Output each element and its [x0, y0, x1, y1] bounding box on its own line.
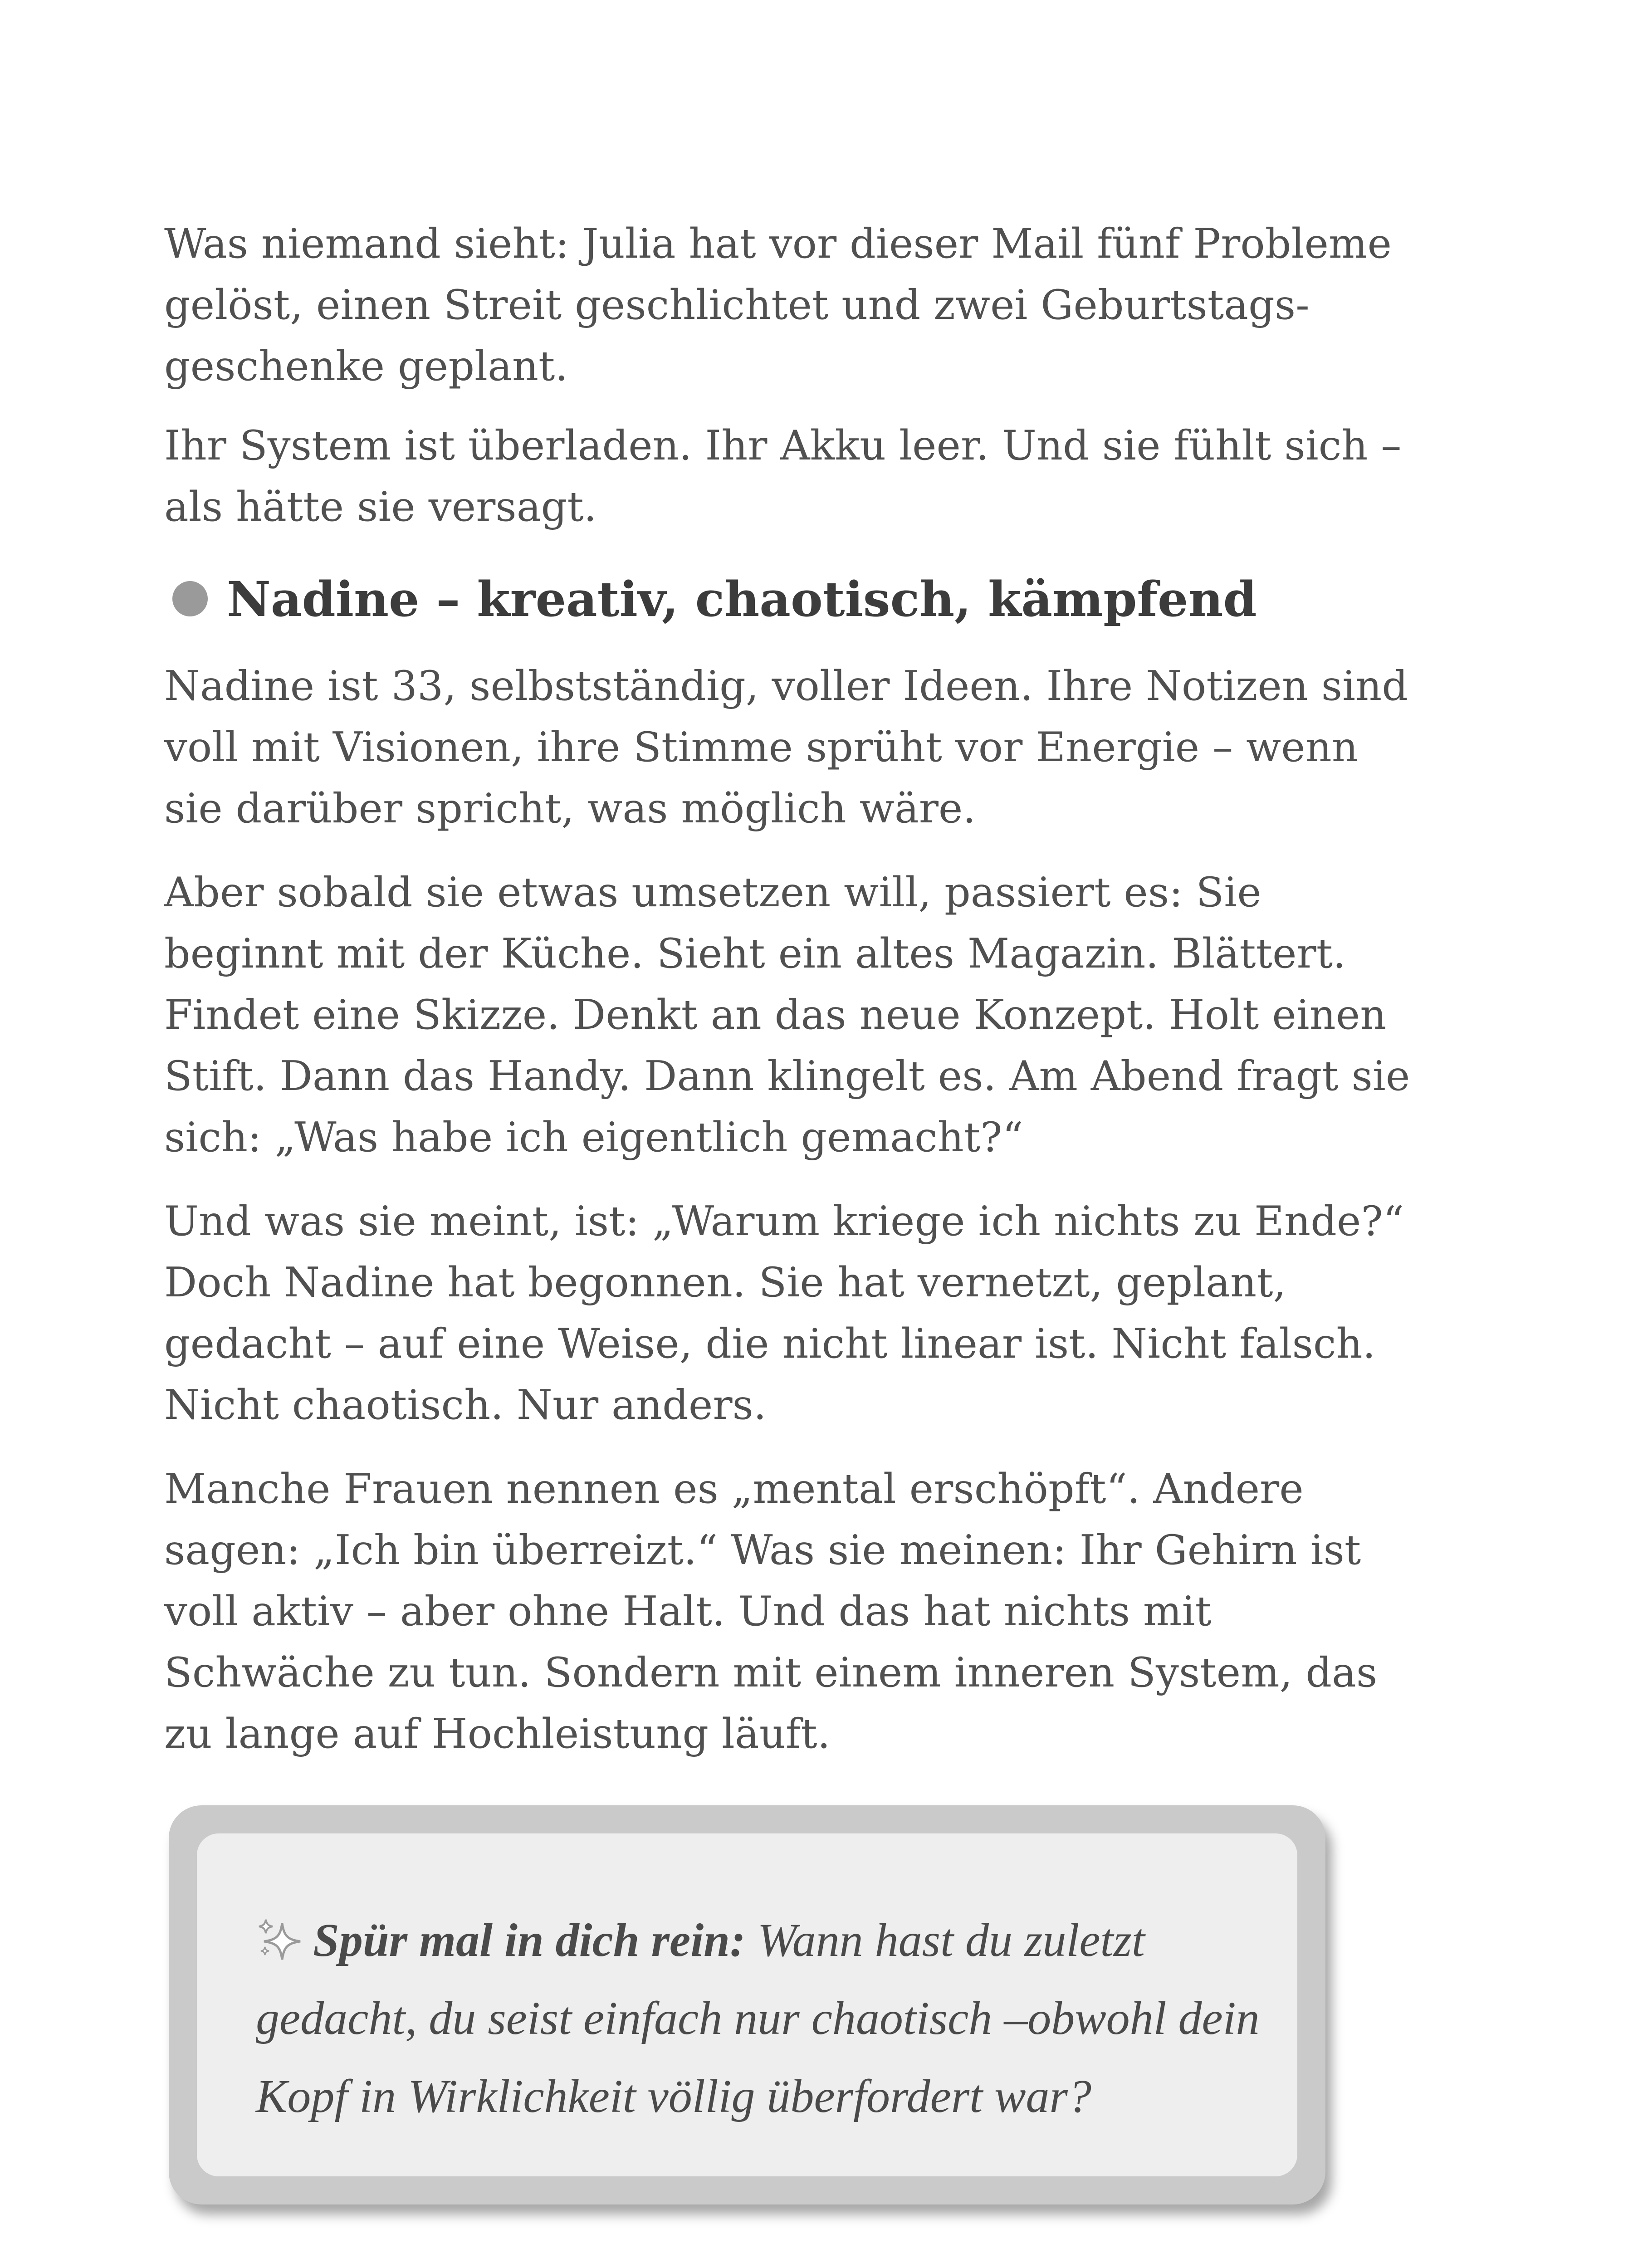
paragraph-nadine-meaning: Und was sie meint, ist: „Warum kriege ich nichts zu Ende?“ Doch Nadine hat begonnen. Sie hat vernetzt, geplant, gedacht – auf eine Weise, die nicht linear ist. Nicht falsch. Nicht chaotisch. Nur anders.	[164, 1198, 1404, 1429]
section-heading	[164, 562, 1416, 635]
paragraph-nadine-distraction: Aber sobald sie etwas umsetzen will, passiert es: Sie beginnt mit der Küche. Sieht ein altes Magazin. Blättert. Findet eine Skizze. Denkt an das neue Konzept. Holt einen Stift. Dann das Handy. Dann klingelt es. Am Abend fragt sie sich: „Was habe ich eigentlich gemacht?“	[164, 869, 1410, 1161]
paragraph-julia-summary: Was niemand sieht: Julia hat vor dieser Mail fünf Probleme gelöst, einen Streit geschlichtet und zwei Geburtstagsgeschenke geplant.	[164, 220, 1392, 390]
circle-bullet-icon	[172, 581, 208, 616]
paragraph-nadine-intro: Nadine ist 33, selbstständig, voller Ideen. Ihre Notizen sind voll mit Visionen, ihre Stimme sprüht vor Energie – wenn sie darüber spricht, was möglich wäre.	[164, 662, 1408, 832]
reflection-callout-text	[256, 1901, 1308, 2136]
reflection-callout-label: Spür mal in dich rein:	[313, 1914, 746, 1966]
paragraph-mental-exhaustion: Manche Frauen nennen es „mental erschöpft“. Andere sagen: „Ich bin überreizt.“ Was sie meinen: Ihr Gehirn ist voll aktiv – aber ohne Halt. Und das hat nichts mit Schwäche zu tun. Sondern mit einem inneren System, das zu lange auf Hochleistung läuft.	[164, 1465, 1378, 1758]
section-heading-text: Nadine – kreativ, chaotisch, kämpfend	[227, 570, 1257, 627]
reflection-callout-inner	[197, 1833, 1297, 2176]
reflection-callout-box	[169, 1805, 1325, 2204]
paragraph-julia-overload: Ihr System ist überladen. Ihr Akku leer. Und sie fühlt sich – als hätte sie versagt.	[164, 422, 1402, 531]
sparkle-icon	[256, 1917, 303, 1962]
reflection-callout-question: Wann hast du zuletzt gedacht, du seist einfach nur chaotisch –obwohl dein Kopf in Wirklichkeit völlig überfordert war?	[256, 1914, 1260, 2122]
